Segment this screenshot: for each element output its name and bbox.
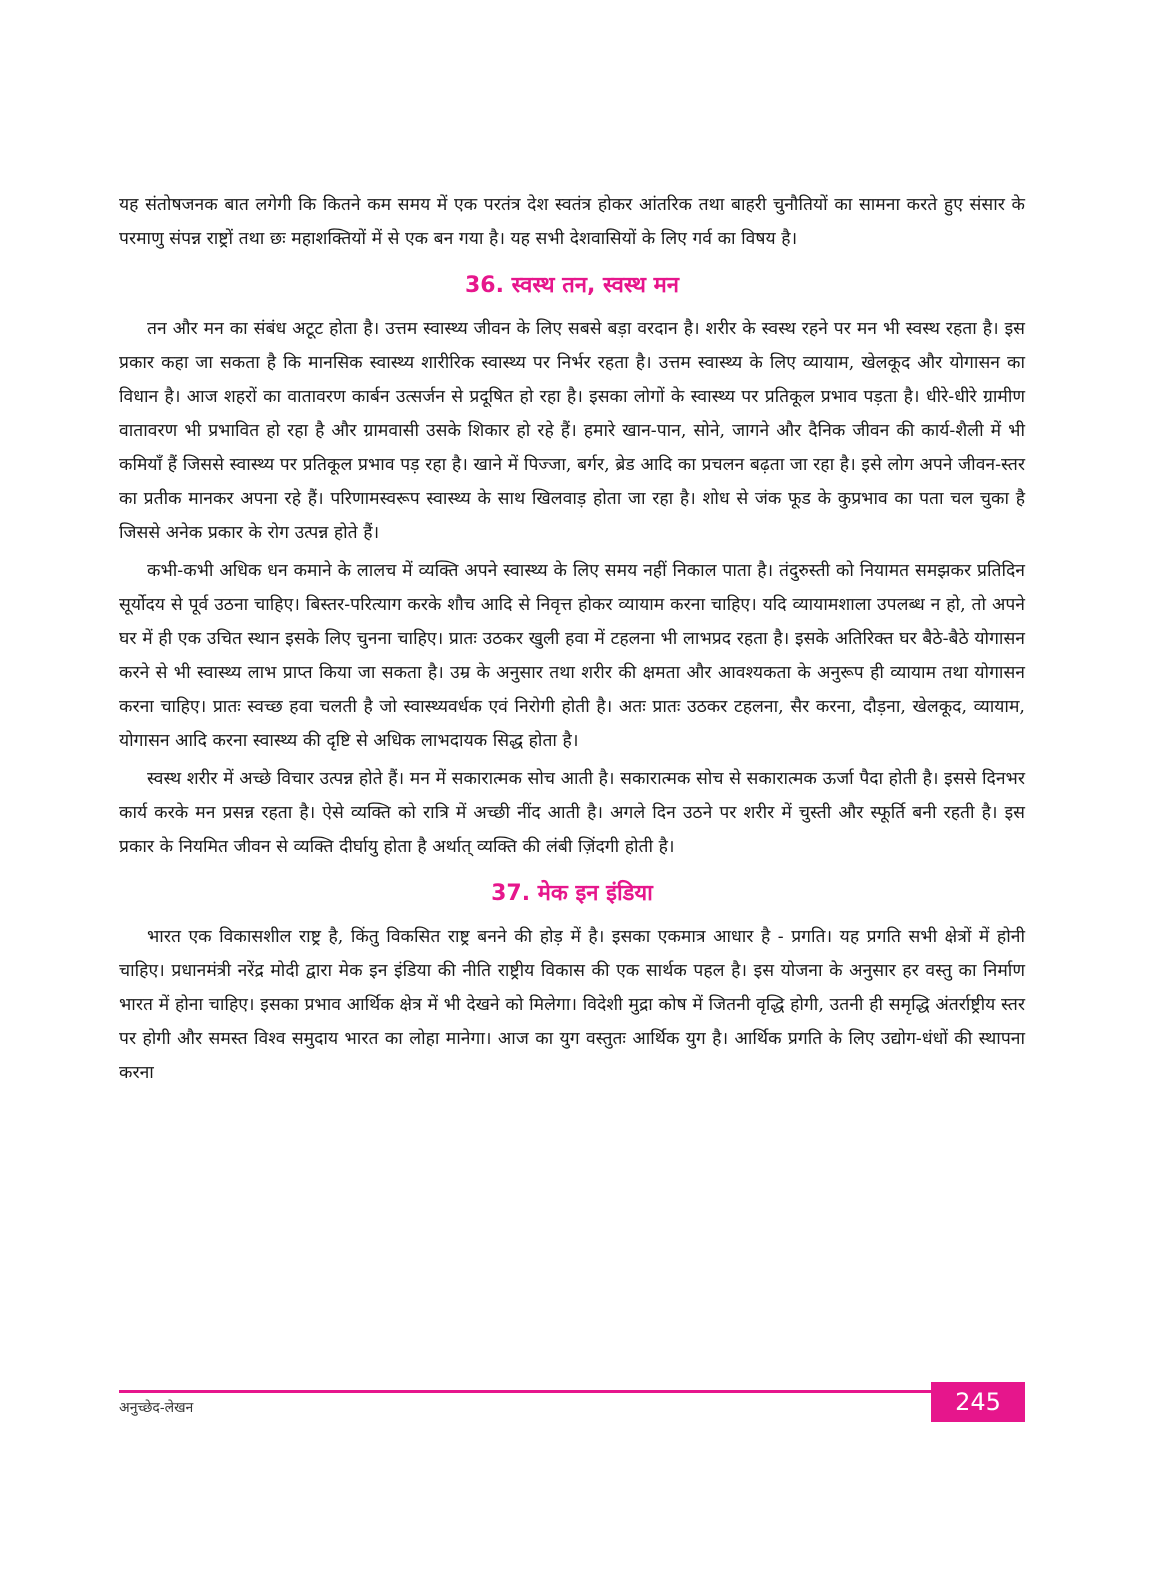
section-heading-36: 36. स्वस्थ तन, स्वस्थ मन — [464, 273, 679, 298]
page-footer — [119, 1382, 1025, 1424]
section-36-paragraph-3: स्वस्थ शरीर में अच्छे विचार उत्पन्न होते हैं। मन में सकारात्मक सोच आती है। सकारात्मक सोच से सकारात्मक ऊर्जा पैदा होती है। इससे दिनभर कार्य करके मन प्रसन्न रहता है। ऐसे व्यक्ति को रात्रि में अच्छी नींद आती है। अगले दिन उठने पर शरीर में चुस्ती और स्फूर्ति बनी रहती है। इस प्रकार के नियमित जीवन से व्यक्ति दीर्घायु होता है अर्थात् व्यक्ति की लंबी ज़िंदगी होती है। — [119, 769, 1025, 857]
intro-paragraph: यह संतोषजनक बात लगेगी कि कितने कम समय में एक परतंत्र देश स्वतंत्र होकर आंतरिक तथा बाहरी चुनौतियों का सामना करते हुए संसार के परमाणु संपन्न राष्ट्रों तथा छः महाशक्तियों में से एक बन गया है। यह सभी देशवासियों के लिए गर्व का विषय है। — [119, 195, 1025, 249]
page-content — [119, 188, 1025, 1090]
section-37-paragraph-1: भारत एक विकासशील राष्ट्र है, किंतु विकसित राष्ट्र बनने की होड़ में है। इसका एकमात्र आधार है - प्रगति। यह प्रगति सभी क्षेत्रों में होनी चाहिए। प्रधानमंत्री नरेंद्र मोदी द्वारा मेक इन इंडिया की नीति राष्ट्रीय विकास की एक सार्थक पहल है। इस योजना के अनुसार हर वस्तु का निर्माण भारत में होना चाहिए। इसका प्रभाव आर्थिक क्षेत्र में भी देखने को मिलेगा। विदेशी मुद्रा कोष में जितनी वृद्धि होगी, उतनी ही समृद्धि अंतर्राष्ट्रीय स्तर पर होगी और समस्त विश्व समुदाय भारत का लोहा मानेगा। आज का युग वस्तुतः आर्थिक युग है। आर्थिक प्रगति के लिए उद्योग-धंधों की स्थापना करना — [119, 927, 1025, 1083]
section-36-paragraph-2: कभी-कभी अधिक धन कमाने के लालच में व्यक्ति अपने स्वास्थ्य के लिए समय नहीं निकाल पाता है। तंदुरुस्ती को नियामत समझकर प्रतिदिन सूर्योदय से पूर्व उठना चाहिए। बिस्तर-परित्याग करके शौच आदि से निवृत्त होकर व्यायाम करना चाहिए। यदि व्यायामशाला उपलब्ध न हो, तो अपने घर में ही एक उचित स्थान इसके लिए चुनना चाहिए। प्रातः उठकर खुली हवा में टहलना भी लाभप्रद रहता है। इसके अतिरिक्त घर बैठे-बैठे योगासन करने से भी स्वास्थ्य लाभ प्राप्त किया जा सकता है। उम्र के अनुसार तथा शरीर की क्षमता और आवश्यकता के अनुरूप ही व्यायाम तथा योगासन करना चाहिए। प्रातः स्वच्छ हवा चलती है जो स्वास्थ्यवर्धक एवं निरोगी होती है। अतः प्रातः उठकर टहलना, सैर करना, दौड़ना, खेलकूद, व्यायाम, योगासन आदि करना स्वास्थ्य की दृष्टि से अधिक लाभदायक सिद्ध होता है। — [119, 561, 1025, 751]
section-heading-37: 37. मेक इन इंडिया — [491, 881, 653, 906]
page-number-badge: 245 — [931, 1382, 1025, 1422]
footer-divider — [119, 1390, 1025, 1393]
section-36-paragraph-1: तन और मन का संबंध अटूट होता है। उत्तम स्वास्थ्य जीवन के लिए सबसे बड़ा वरदान है। शरीर के स्वस्थ रहने पर मन भी स्वस्थ रहता है। इस प्रकार कहा जा सकता है कि मानसिक स्वास्थ्य शारीरिक स्वास्थ्य पर निर्भर रहता है। उत्तम स्वास्थ्य के लिए व्यायाम, खेलकूद और योगासन का विधान है। आज शहरों का वातावरण कार्बन उत्सर्जन से प्रदूषित हो रहा है। इसका लोगों के स्वास्थ्य पर प्रतिकूल प्रभाव पड़ता है। धीरे-धीरे ग्रामीण वातावरण भी प्रभावित हो रहा है और ग्रामवासी उसके शिकार हो रहे हैं। हमारे खान-पान, सोने, जागने और दैनिक जीवन की कार्य-शैली में भी कमियाँ हैं जिससे स्वास्थ्य पर प्रतिकूल प्रभाव पड़ रहा है। खाने में पिज्जा, बर्गर, ब्रेड आदि का प्रचलन बढ़ता जा रहा है। इसे लोग अपने जीवन-स्तर का प्रतीक मानकर अपना रहे हैं। परिणामस्वरूप स्वास्थ्य के साथ खिलवाड़ होता जा रहा है। शोध से जंक फूड के कुप्रभाव का पता चल चुका है जिससे अनेक प्रकार के रोग उत्पन्न होते हैं। — [119, 319, 1025, 543]
footer-chapter-label: अनुच्छेद-लेखन — [119, 1400, 194, 1416]
